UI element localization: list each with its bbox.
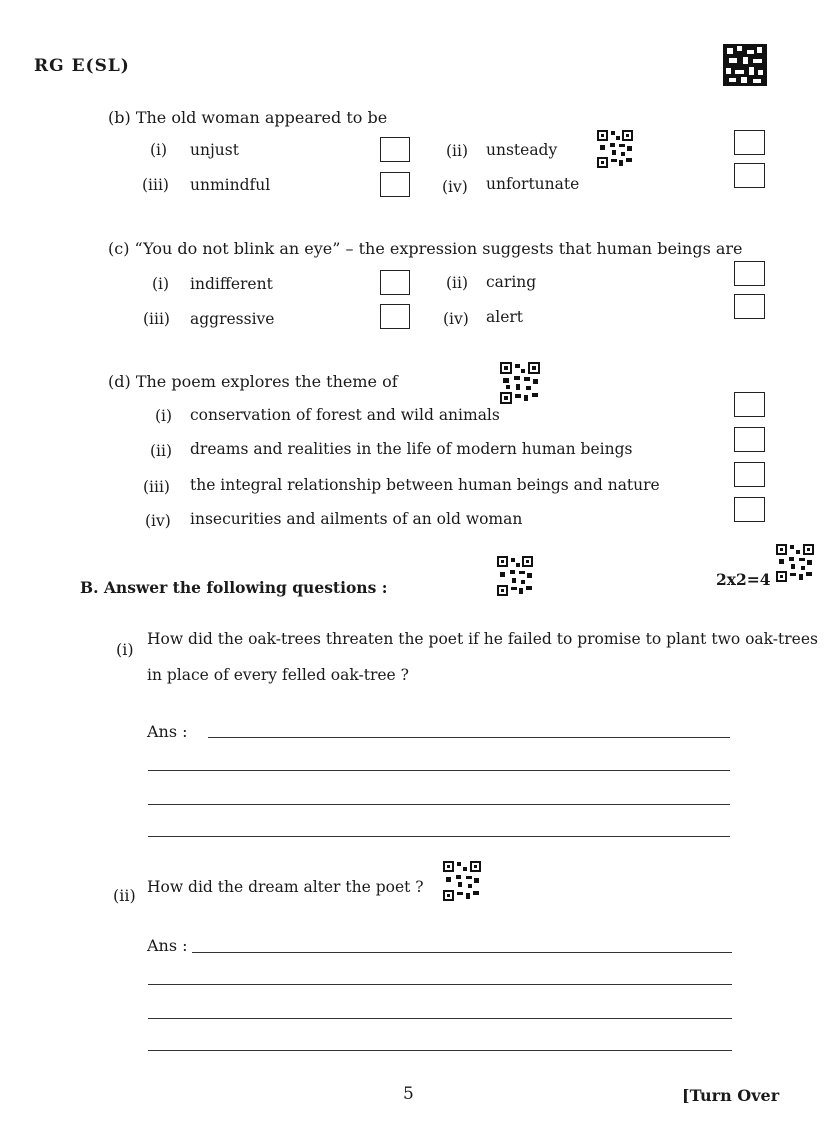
answer-box[interactable] [380, 137, 410, 162]
answer-box[interactable] [380, 270, 410, 295]
answer-line[interactable] [148, 770, 730, 771]
answer-line[interactable] [148, 836, 730, 837]
qr-code-icon [597, 130, 633, 168]
option-text: the integral relationship between human beings and nature [190, 476, 660, 494]
option-num: (iii) [142, 176, 169, 194]
qr-code-icon [723, 44, 767, 86]
option-num: (ii) [446, 274, 469, 292]
option-num: (iv) [443, 310, 469, 328]
qr-code-icon [497, 556, 533, 596]
option-text: conservation of forest and wild animals [190, 406, 500, 424]
option-num: (iii) [143, 478, 170, 496]
answer-box[interactable] [380, 304, 410, 329]
option-text: caring [486, 273, 537, 291]
answer-box[interactable] [734, 294, 765, 319]
answer-line[interactable] [208, 737, 730, 738]
option-num: (i) [155, 407, 173, 425]
answer-line[interactable] [148, 1018, 732, 1019]
question-b1-line1: How did the oak-trees threaten the poet if he failed to promise to plant two oak-trees [147, 630, 818, 648]
option-num: (ii) [150, 442, 173, 460]
question-d-stem: (d) The poem explores the theme of [108, 372, 398, 391]
answer-label: Ans : [147, 936, 188, 955]
turn-over-label: [Turn Over [682, 1086, 780, 1105]
option-text: unjust [190, 141, 239, 159]
option-text: unsteady [486, 141, 558, 159]
option-text: unmindful [190, 176, 271, 194]
answer-box[interactable] [734, 130, 765, 155]
answer-label: Ans : [147, 722, 188, 741]
option-text: alert [486, 308, 524, 326]
answer-box[interactable] [734, 427, 765, 452]
option-text: insecurities and ailments of an old woman [190, 510, 523, 528]
question-b2-line1: How did the dream alter the poet ? [147, 878, 424, 896]
answer-box[interactable] [734, 261, 765, 286]
answer-box[interactable] [380, 172, 410, 197]
question-b2-num: (ii) [113, 886, 136, 905]
option-num: (iv) [442, 178, 468, 196]
answer-line[interactable] [148, 1050, 732, 1051]
answer-line[interactable] [148, 804, 730, 805]
page-number: 5 [403, 1084, 414, 1104]
option-num: (ii) [446, 142, 469, 160]
answer-box[interactable] [734, 163, 765, 188]
option-num: (i) [152, 275, 170, 293]
answer-box[interactable] [734, 392, 765, 417]
option-text: indifferent [190, 275, 273, 293]
answer-box[interactable] [734, 497, 765, 522]
qr-code-icon [443, 861, 481, 901]
marks-label: 2x2=4 [716, 570, 771, 589]
option-text: aggressive [190, 310, 275, 328]
answer-line[interactable] [148, 984, 732, 985]
answer-line[interactable] [192, 952, 732, 953]
question-c-stem: (c) “You do not blink an eye” – the expression suggests that human beings are [108, 239, 743, 258]
paper-code: RG E(SL) [34, 56, 130, 76]
qr-code-icon [500, 362, 540, 404]
option-num: (i) [150, 141, 168, 159]
option-text: unfortunate [486, 175, 580, 193]
option-num: (iv) [145, 512, 171, 530]
question-b-stem: (b) The old woman appeared to be [108, 108, 388, 127]
option-text: dreams and realities in the life of modern human beings [190, 440, 633, 458]
qr-code-icon [776, 544, 814, 582]
answer-box[interactable] [734, 462, 765, 487]
question-b1-line2: in place of every felled oak-tree ? [147, 666, 409, 684]
question-b1-num: (i) [116, 640, 134, 659]
section-b-title: B. Answer the following questions : [80, 578, 388, 597]
option-num: (iii) [143, 310, 170, 328]
